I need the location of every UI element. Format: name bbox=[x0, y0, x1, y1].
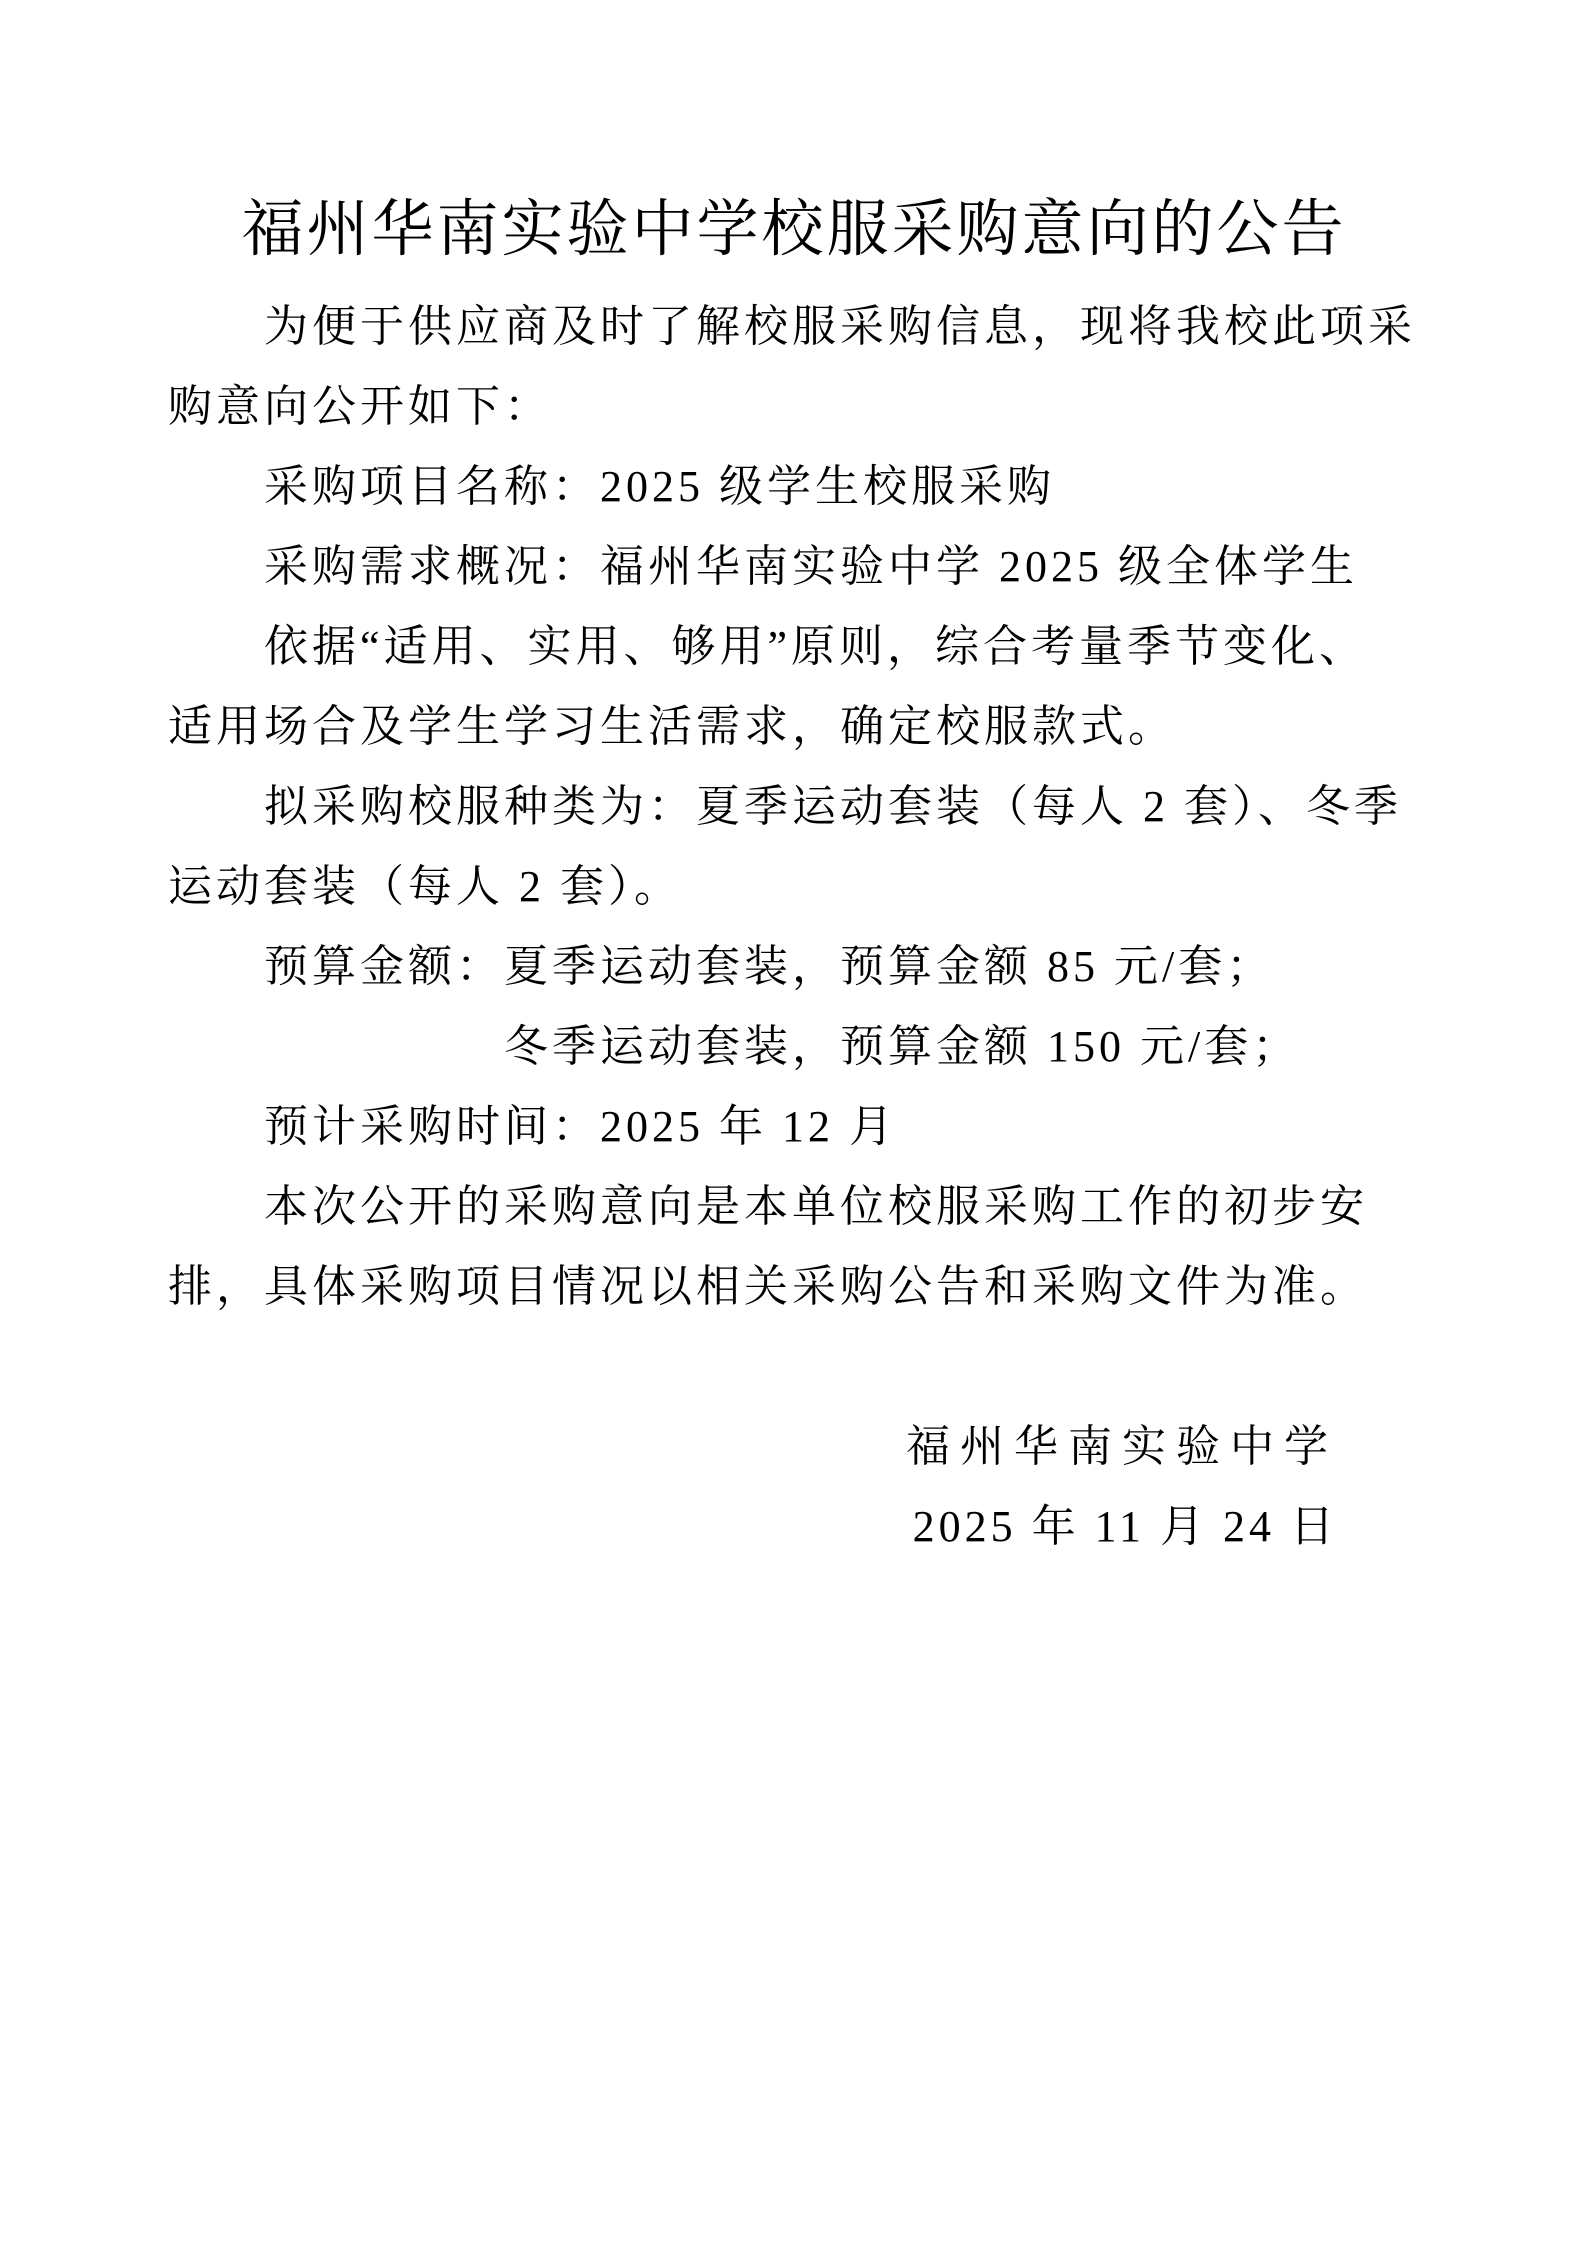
paragraph-line: 本次公开的采购意向是本单位校服采购工作的初步安 bbox=[264, 1182, 1368, 1231]
paragraph-line: 依据“适用、实用、够用”原则，综合考量季节变化、 bbox=[264, 622, 1368, 671]
paragraph-line: 采购需求概况：福州华南实验中学 2025 级全体学生 bbox=[264, 542, 1358, 591]
paragraph-line: 采购项目名称：2025 级学生校服采购 bbox=[264, 462, 1055, 511]
paragraph-line: 预计采购时间：2025 年 12 月 bbox=[264, 1102, 897, 1151]
paragraph-line: 预算金额：夏季运动套装，预算金额 85 元/套； bbox=[264, 942, 1275, 991]
document-title: 福州华南实验中学校服采购意向的公告 bbox=[241, 196, 1347, 264]
signature-date: 2025 年 11 月 24 日 bbox=[912, 1502, 1338, 1551]
paragraph-line: 为便于供应商及时了解校服采购信息，现将我校此项采 bbox=[264, 302, 1416, 351]
paragraph-line: 拟采购校服种类为：夏季运动套装（每人 2 套）、冬季 bbox=[264, 782, 1402, 831]
paragraph-line: 冬季运动套装，预算金额 150 元/套； bbox=[504, 1022, 1301, 1071]
paragraph-line: 适用场合及学生学习生活需求，确定校服款式。 bbox=[168, 702, 1176, 751]
document-body bbox=[168, 287, 1420, 1327]
paragraph-line: 购意向公开如下： bbox=[168, 382, 552, 431]
signature-block bbox=[168, 1407, 1420, 1567]
paragraph-line: 排，具体采购项目情况以相关采购公告和采购文件为准。 bbox=[168, 1262, 1368, 1311]
signature-org: 福州华南实验中学 bbox=[906, 1422, 1338, 1471]
paragraph-line: 运动套装（每人 2 套）。 bbox=[168, 862, 682, 911]
